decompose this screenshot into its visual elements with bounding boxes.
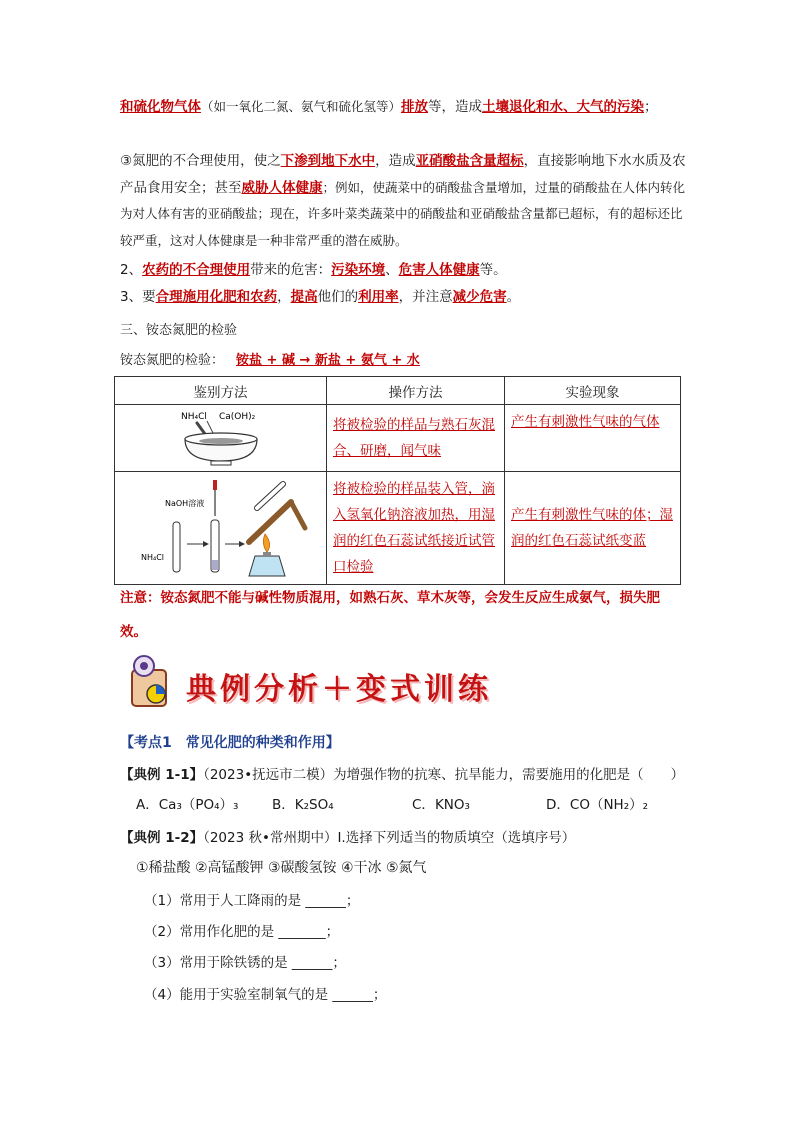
emphasis: 和硫化物气体 — [120, 99, 201, 115]
scroll-icon — [120, 654, 180, 714]
label-naoh: NaOH溶液 — [165, 499, 205, 508]
table-header: 实验现象 — [505, 377, 681, 405]
option-letter: D． — [546, 797, 570, 813]
label-nh4cl-tube: NH₄Cl — [141, 553, 165, 562]
question-2: （2）常用作化肥的是 _______； — [144, 924, 340, 940]
formula-line — [120, 350, 420, 372]
label-nh4cl: NH₄Cl — [181, 412, 207, 422]
text: 他们的 — [317, 289, 359, 305]
section-banner — [120, 654, 492, 714]
table-header: 鉴别方法 — [115, 377, 327, 405]
text: 。 — [506, 289, 521, 305]
substance-list: ①稀盐酸 ②高锰酸钾 ③碳酸氢铵 ④干冰 ⑤氮气 — [136, 860, 427, 876]
text: ，直接影响地下水水质及农产品食用安全；甚至 — [120, 153, 686, 196]
paragraph-pesticide — [120, 259, 507, 281]
table-row — [115, 472, 681, 585]
label-caoh2: Ca(OH)₂ — [219, 412, 256, 422]
operation-cell: 将被检验的样品装入管，滴入氢氧化钠溶液加热，用湿润的红色石蕊试纸接近试管口检验 — [327, 472, 505, 585]
emphasis: 减少危害 — [452, 289, 507, 305]
example-1-1 — [120, 763, 684, 783]
table-header-row — [115, 377, 681, 405]
text: 等。 — [479, 262, 507, 278]
phenomenon-cell: 产生有刺激性气味的气体 — [505, 405, 681, 472]
text: （如一氧化二氮、氨气和硫化氢等） — [201, 99, 402, 114]
text: ③氮肥的不合理使用，使之 — [120, 153, 281, 169]
paragraph-nitrogen-misuse — [120, 148, 690, 254]
emphasis: 利用率 — [358, 289, 399, 305]
text: ，并注意 — [398, 289, 453, 305]
option-c — [412, 793, 470, 813]
note-warning: 注意：铵态氮肥不能与碱性物质混用，如熟石灰、草木灰等，会发生反应生成氨气，损失肥效。 — [120, 590, 660, 640]
option-a — [136, 793, 238, 813]
example-text: （2023•抚远市二模）为增强作物的抗寒、抗旱能力，需要施用的化肥是（ ） — [203, 767, 685, 783]
banner-title: 典例分析＋变式训练 — [186, 672, 492, 707]
text: 2、 — [120, 262, 143, 278]
example-text: （2023 秋•常州期中）Ⅰ.选择下列适当的物质填空（选填序号） — [203, 830, 576, 846]
option-formula: K₂SO₄ — [294, 797, 334, 813]
ammonium-test-table — [114, 376, 681, 585]
paragraph-rational-use — [120, 286, 520, 308]
formula-label: 铵态氮肥的检验： — [120, 353, 225, 368]
option-b — [272, 793, 334, 813]
section-heading: 三、铵态氮肥的检验 — [120, 323, 238, 338]
emphasis: 提高 — [290, 289, 318, 305]
mortar-pestle-illustration — [115, 405, 325, 467]
example-1-2 — [120, 826, 575, 846]
paragraph-pollution — [120, 94, 690, 121]
option-formula: CO（NH₂）₂ — [569, 797, 649, 813]
emphasis: 农药的不合理使用 — [142, 262, 251, 278]
example-tag: 【典例 1-2】 — [120, 830, 204, 846]
table-header: 操作方法 — [327, 377, 505, 405]
mortar-illustration-cell — [115, 405, 327, 472]
emphasis: 威胁人体健康 — [241, 179, 323, 196]
text: ，造成 — [375, 153, 416, 169]
emphasis: 亚硝酸盐含量超标 — [415, 153, 524, 169]
emphasis: 合理施用化肥和农药 — [155, 289, 278, 305]
emphasis: 排放 — [401, 99, 429, 115]
text: ； — [644, 99, 658, 115]
question-3: （3）常用于除铁锈的是 ______； — [144, 955, 346, 971]
text: 等，造成 — [428, 99, 483, 115]
text: 带来的危害： — [250, 262, 332, 278]
reaction-formula: 铵盐 + 碱 → 新盐 + 氨气 + 水 — [236, 353, 420, 368]
heating-illustration-cell — [115, 472, 327, 585]
example-tag: 【典例 1-1】 — [120, 767, 204, 783]
emphasis: 土壤退化和水、大气的污染 — [482, 99, 645, 115]
phenomenon-cell: 产生有刺激性气味的体；湿润的红色石蕊试纸变蓝 — [505, 472, 681, 585]
question-4: （4）能用于实验室制氧气的是 ______； — [144, 987, 387, 1003]
option-letter: B． — [272, 797, 295, 813]
option-d — [546, 793, 648, 813]
emphasis: 污染环境 — [331, 262, 386, 278]
emphasis: 危害人体健康 — [398, 262, 480, 278]
option-formula: KNO₃ — [434, 797, 470, 813]
topic-heading: 【考点1 常见化肥的种类和作用】 — [120, 735, 340, 751]
table-row — [115, 405, 681, 472]
text: 3、要 — [120, 289, 156, 305]
heating-apparatus-illustration — [115, 472, 325, 580]
operation-cell: 将被检验的样品与熟石灰混合、研磨，闻气味 — [327, 405, 505, 472]
option-letter: C． — [412, 797, 435, 813]
emphasis: 下渗到地下水中 — [280, 153, 376, 169]
option-formula: Ca₃（PO₄）₃ — [158, 797, 239, 813]
question-1: （1）常用于人工降雨的是 ______； — [144, 893, 360, 909]
text: ；例如，使蔬菜中的硝酸盐含量增加，过量的硝酸盐在人体内转化为对人体有害的亚硝酸盐；现在，许多叶菜类蔬菜中的硝酸盐和亚硝酸盐含量都已超标，有的超标还比较严重，这对人体健康是一种非常严重的潜在威胁。 — [120, 179, 686, 248]
text: ， — [277, 289, 291, 305]
text: 、 — [385, 262, 399, 278]
option-letter: A． — [136, 797, 159, 813]
